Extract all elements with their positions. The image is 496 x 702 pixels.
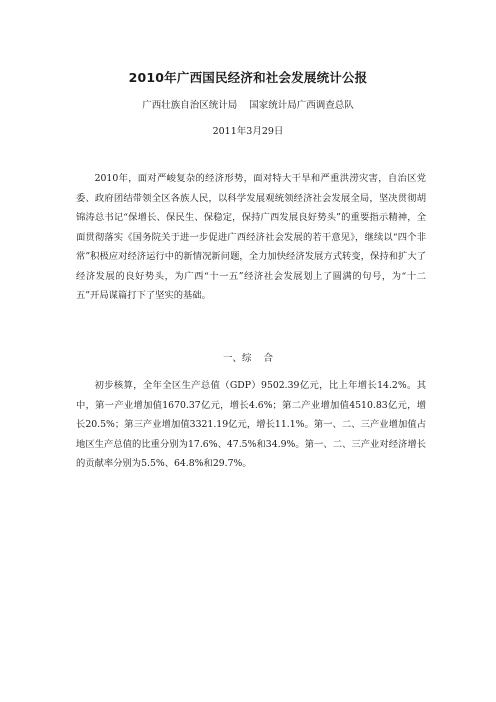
document-title: 2010年广西国民经济和社会发展统计公报: [128, 70, 368, 85]
section-heading: 一、综 合: [222, 353, 274, 364]
document-date: 2011年3月29日: [212, 126, 284, 137]
intro-paragraph: 2010年，面对严峻复杂的经济形势，面对特大干旱和严重洪涝灾害，自治区党委、政府团结带领全区各族人民，以科学发展观统领经济社会发展全局，坚决贯彻胡锦涛总书记“保增长、保民生、保稳定，保持广西发展良好势头”的重要指示精神，全面贯彻落实《国务院关于进一步促进广西经济社会发展的若干意见》，继续以“四个非常”积极应对经济运行中的新情况新问题，全力加快经济发展方式转变，保持和扩大了经济发展的良好势头，为广西“十一五”经济社会发展划上了圆满的句号，为“十二五”开局谋篇打下了坚实的基础。: [76, 173, 426, 301]
document-authors: 广西壮族自治区统计局 国家统计局广西调查总队: [142, 100, 354, 111]
section-paragraph: 初步核算，全年全区生产总值（GDP）9502.39亿元，比上年增长14.2%。其中，第一产业增加值1670.37亿元，增长4.6%；第二产业增加值4510.83亿元，增长20.5%；第三产业增加值3321.19亿元，增长11.1%。第一、二、三产业增加值占地区生产总值的比重分别为17.6%、47.5%和34.9%。第一、二、三产业对经济增长的贡献率分别为5.5%、64.8%和29.7%。: [76, 380, 426, 469]
